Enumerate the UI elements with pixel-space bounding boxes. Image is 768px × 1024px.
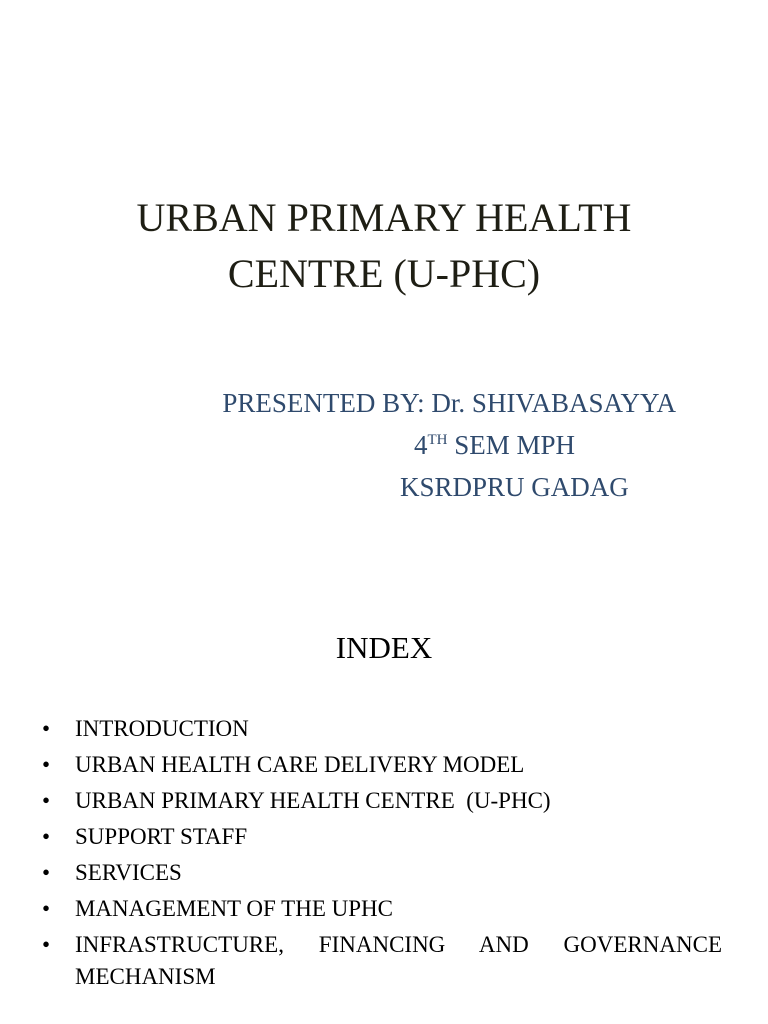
list-item-text: MANAGEMENT OF THE UPHC [75,896,393,921]
list-item [42,821,722,853]
list-item-text: SERVICES [75,860,182,885]
bullet-icon: • [42,788,51,813]
list-item [42,749,722,781]
list-item-text: INTRODUCTION [75,716,249,741]
index-list [42,713,722,997]
presenter-name: PRESENTED BY: Dr. SHIVABASAYYA [222,388,676,418]
bullet-icon: • [42,752,51,777]
slide-title [60,190,708,302]
bullet-icon: • [42,716,51,741]
list-item [42,893,722,925]
list-item-text: URBAN PRIMARY HEALTH CENTRE (U-PHC) [75,788,551,813]
semester-number: 4 [414,430,428,460]
list-item [42,857,722,889]
list-item-text: SUPPORT STAFF [75,824,248,849]
list-item [42,785,722,817]
list-item-text: URBAN HEALTH CARE DELIVERY MODEL [75,752,525,777]
bullet-icon: • [42,860,51,885]
list-item [42,929,722,993]
presenter-semester [414,424,575,466]
list-item [42,713,722,745]
slide-title-line-2: CENTRE (U-PHC) [227,251,541,296]
presenter-institution: KSRDPRU GADAG [400,472,629,502]
index-heading: INDEX [335,630,433,665]
semester-label: SEM MPH [447,430,576,460]
bullet-icon: • [42,932,51,957]
list-item-text-line-1: INFRASTRUCTURE, FINANCING AND GOVERNANCE [75,932,722,957]
index-slide [0,600,768,1024]
bullet-icon: • [42,824,51,849]
semester-ordinal-suffix: TH [427,432,448,448]
list-item-text-line-2: MECHANISM [75,964,216,989]
bullet-icon: • [42,896,51,921]
slide-title-line-1: URBAN PRIMARY HEALTH [136,195,632,240]
